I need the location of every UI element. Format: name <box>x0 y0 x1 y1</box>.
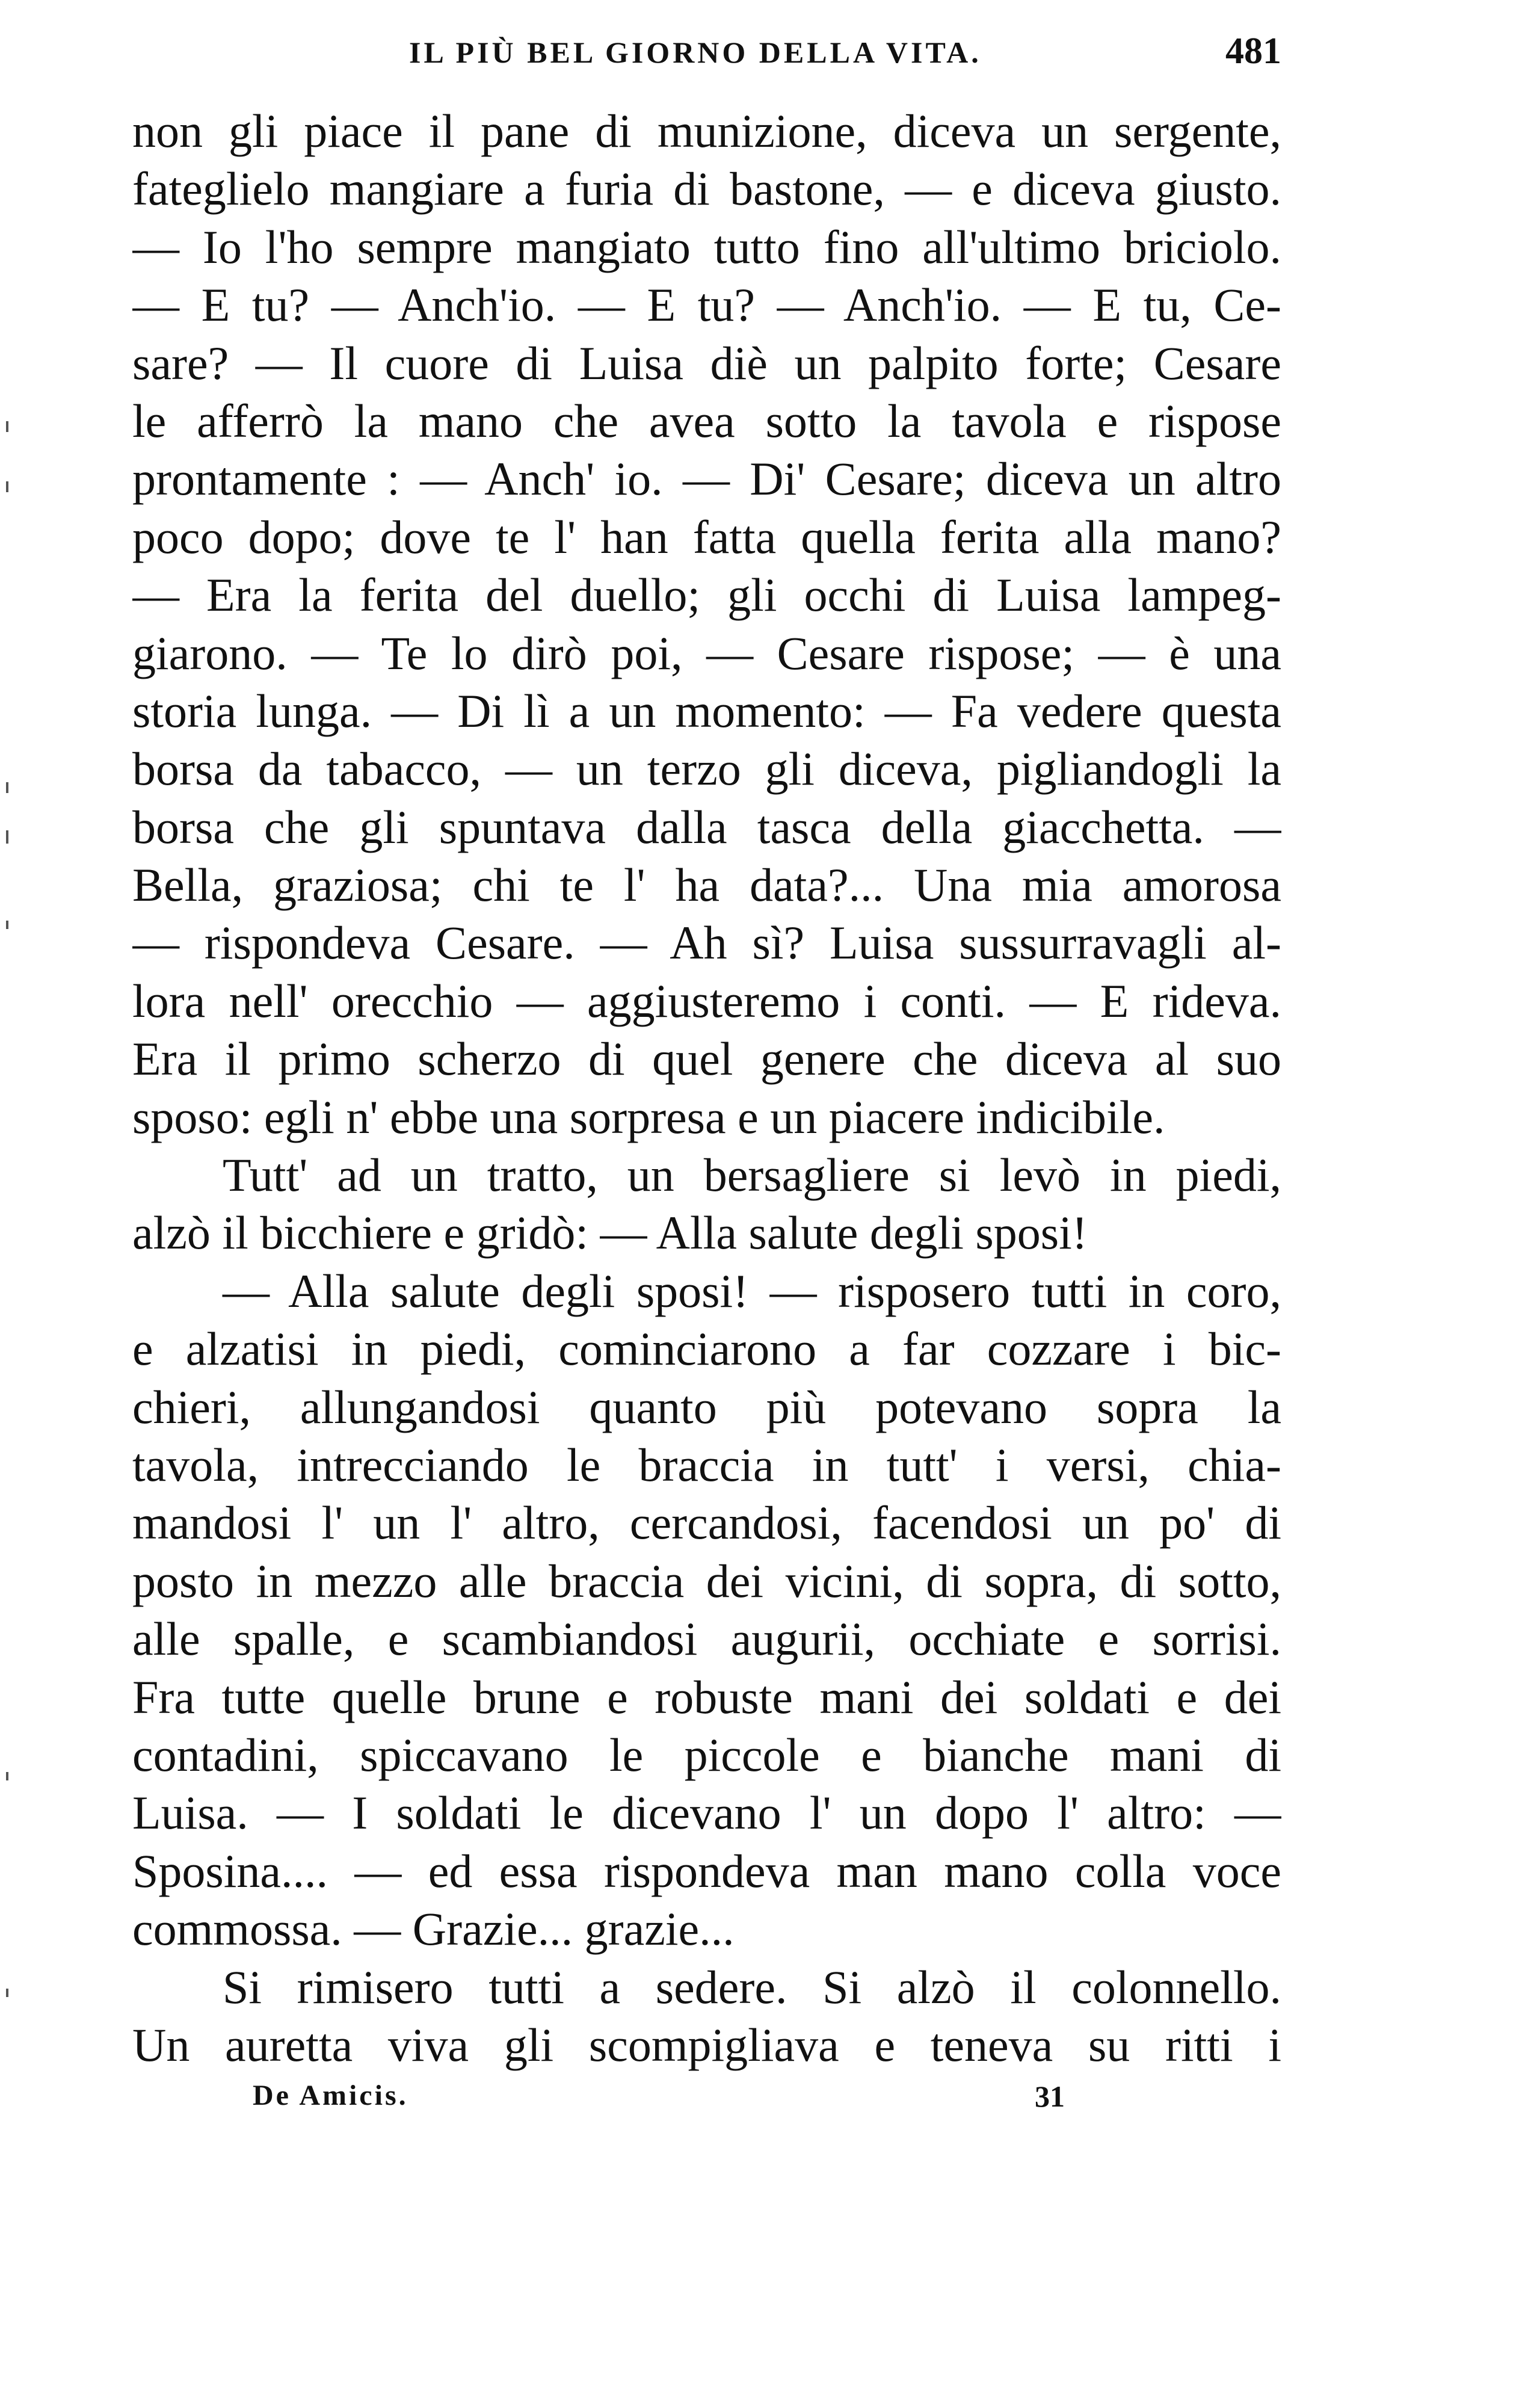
text-line: alle spalle, e scambiandosi augurii, occhiate e sorrisi. <box>132 1613 1281 1666</box>
text-line: prontamente : — Anch' io. — Di' Cesare; diceva un altro <box>132 452 1281 505</box>
text-line: tavola, intrecciando le braccia in tutt' i versi, chia- <box>132 1438 1281 1491</box>
text-line: non gli piace il pane di munizione, diceva un sergente, <box>132 105 1281 157</box>
text-line: Era il primo scherzo di quel genere che diceva al suo <box>132 1033 1281 1085</box>
text-line: lora nell' orecchio — aggiusteremo i conti. — E rideva. <box>132 974 1281 1027</box>
text-line: poco dopo; dove te l' han fatta quella ferita alla mano? <box>132 510 1281 563</box>
text-line: Sposina.... — ed essa rispondeva man mano colla voce <box>132 1844 1281 1897</box>
text-line: — Alla salute degli sposi! — risposero tutti in coro, <box>223 1264 1281 1317</box>
text-line: borsa che gli spuntava dalla tasca della giacchetta. — <box>132 800 1281 853</box>
margin-mark <box>6 1989 8 1997</box>
signature-mark: 31 <box>1035 2079 1065 2113</box>
text-line: Tutt' ad un tratto, un bersagliere si levò in piedi, <box>223 1149 1281 1202</box>
text-line: Si rimisero tutti a sedere. Si alzò il colonnello. <box>223 1960 1281 2013</box>
text-line: Un auretta viva gli scompigliava e teneva su ritti i <box>132 2018 1281 2071</box>
text-line: — Era la ferita del duello; gli occhi di Luisa lampeg- <box>132 569 1281 622</box>
text-line: sare? — Il cuore di Luisa diè un palpito forte; Cesare <box>132 336 1281 389</box>
body-text <box>132 102 1281 2074</box>
text-line: posto in mezzo alle braccia dei vicini, di sopra, di sotto, <box>132 1554 1281 1607</box>
text-line: — rispondeva Cesare. — Ah sì? Luisa sussurravagli al- <box>132 916 1281 969</box>
text-line: fateglielo mangiare a furia di bastone, — e diceva giusto. <box>132 162 1281 215</box>
page-footer <box>132 2079 1281 2127</box>
text-line: mandosi l' un l' altro, cercandosi, facendosi un po' di <box>132 1496 1281 1549</box>
margin-mark <box>6 1772 8 1780</box>
text-line: — E tu? — Anch'io. — E tu? — Anch'io. — E tu, Ce- <box>132 279 1281 332</box>
text-line: alzò il bicchiere e gridò: — Alla salute degli sposi! <box>132 1206 1088 1259</box>
footer-author: De Amicis. <box>253 2079 408 2111</box>
text-line: storia lunga. — Di lì a un momento: — Fa vedere questa <box>132 684 1281 737</box>
margin-mark <box>6 421 8 432</box>
page-number: 481 <box>1225 31 1281 72</box>
text-line: commossa. — Grazie... grazie... <box>132 1903 735 1956</box>
text-line: Fra tutte quelle brune e robuste mani dei soldati e dei <box>132 1670 1281 1723</box>
running-title: IL PIÙ BEL GIORNO DELLA VITA. <box>409 36 982 69</box>
text-line: Luisa. — I soldati le dicevano l' un dopo l' altro: — <box>132 1786 1281 1839</box>
margin-mark <box>6 782 8 793</box>
text-line: contadini, spiccavano le piccole e bianche mani di <box>132 1728 1281 1781</box>
text-line: sposo: egli n' ebbe una sorpresa e un piacere indicibile. <box>132 1090 1165 1143</box>
text-line: chieri, allungandosi quanto più potevano sopra la <box>132 1380 1281 1433</box>
margin-mark <box>6 830 8 844</box>
text-line: e alzatisi in piedi, cominciarono a far cozzare i bic- <box>132 1323 1281 1375</box>
text-line: giarono. — Te lo dirò poi, — Cesare rispose; — è una <box>132 626 1281 679</box>
margin-mark <box>6 921 8 929</box>
margin-mark <box>6 481 8 492</box>
text-line: — Io l'ho sempre mangiato tutto fino all'ultimo briciolo. <box>132 220 1281 273</box>
running-header <box>132 30 1281 84</box>
text-line: Bella, graziosa; chi te l' ha data?... Una mia amorosa <box>132 859 1281 912</box>
text-line: borsa da tabacco, — un terzo gli diceva, pigliandogli la <box>132 742 1281 795</box>
text-line: le afferrò la mano che avea sotto la tavola e rispose <box>132 394 1281 447</box>
